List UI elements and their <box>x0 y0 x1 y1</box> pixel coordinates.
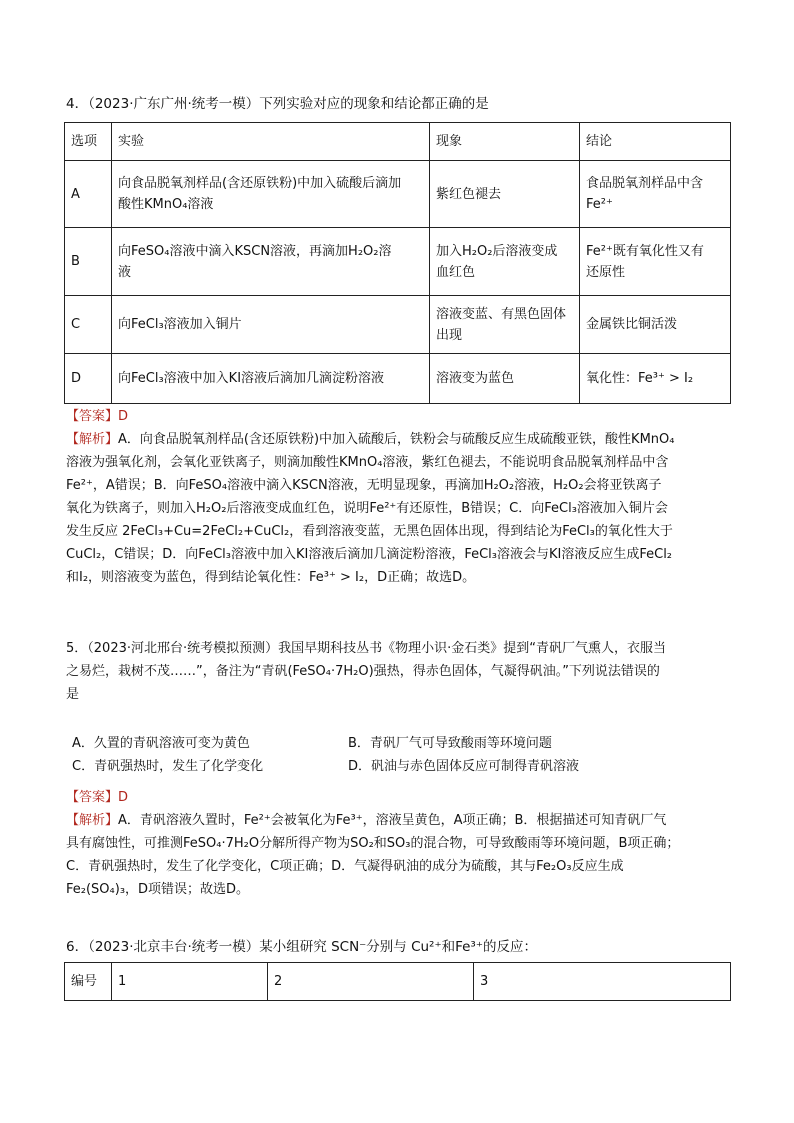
conclusion-line: 还原性 <box>586 264 626 280</box>
analysis-line: C．青矾强热时，发生了化学变化，C项正确；D．气凝得矾油的成分为硫酸，其与Fe₂O₃反应生成 <box>66 859 624 874</box>
analysis-label: 【解析】 <box>66 432 119 447</box>
phenomenon-cell <box>430 296 580 354</box>
answer-label: 【答案】D <box>66 409 129 424</box>
question-4-title: 4．（2023·广东广州·统考一模）下列实验对应的现象和结论都正确的是 <box>66 96 489 112</box>
table-row <box>65 228 731 296</box>
question-5-title-line: 是 <box>66 687 80 702</box>
analysis-line: 和I₂，则溶液变为蓝色，得到结论氧化性：Fe³⁺ > I₂，D正确；故选D。 <box>66 570 476 585</box>
experiment-line: 向FeSO₄溶液中滴入KSCN溶液，再滴加H₂O₂溶 <box>118 243 392 259</box>
phenomenon-line: 血红色 <box>436 264 476 280</box>
experiment-line: 液 <box>118 264 132 280</box>
header-option: 选项 <box>65 123 112 161</box>
header-experiment: 实验 <box>112 123 430 161</box>
experiment-cell <box>112 161 430 228</box>
question-5-title <box>66 637 730 706</box>
table-header-row <box>65 963 731 1001</box>
question-4-table <box>64 122 731 404</box>
header-number: 编号 <box>65 963 112 1001</box>
option-b: B．青矾厂气可导致酸雨等环境问题 <box>348 736 552 751</box>
table-row <box>65 161 731 228</box>
question-5-title-line: 5．（2023·河北邢台·统考模拟预测）我国早期科技丛书《物理小识·金石类》提到“青矾厂气熏人，衣服当 <box>66 641 666 656</box>
analysis-line: 溶液为强氧化剂，会氧化亚铁离子，则滴加酸性KMnO₄溶液，紫红色褪去，不能说明食品脱氧剂样品中含 <box>66 455 669 470</box>
table-header-row <box>65 123 731 161</box>
conclusion-line: 食品脱氧剂样品中含 <box>586 176 704 191</box>
experiment-cell <box>112 296 430 354</box>
phenomenon-cell <box>430 161 580 228</box>
header-col-1: 1 <box>112 963 268 1001</box>
phenomenon-line: 溶液变为蓝色 <box>436 371 515 386</box>
question-5-solution <box>66 786 730 901</box>
analysis-line: 氧化为铁离子，则加入H₂O₂后溶液变成血红色，说明Fe²⁺有还原性，B错误；C．向FeCl₃溶液加入铜片会 <box>66 501 668 516</box>
option-cell: B <box>65 228 112 296</box>
conclusion-line: Fe²⁺既有氧化性又有 <box>586 243 704 259</box>
experiment-cell <box>112 228 430 296</box>
question-5-title-line: 之易烂，栽树不茂……”，备注为“青矾(FeSO₄·7H₂O)强热，得赤色固体，气凝得矾油。”下列说法错误的 <box>66 664 660 679</box>
analysis-line: Fe²⁺，A错误；B．向FeSO₄溶液中滴入KSCN溶液，无明显现象，再滴加H₂O₂溶液，H₂O₂会将亚铁离子 <box>66 478 662 493</box>
experiment-line: 向FeCl₃溶液中加入KI溶液后滴加几滴淀粉溶液 <box>118 371 385 386</box>
question-4-solution <box>66 405 730 589</box>
analysis-line: 具有腐蚀性，可推测FeSO₄·7H₂O分解所得产物为SO₂和SO₃的混合物，可导致酸雨等环境问题，B项正确； <box>66 836 680 851</box>
option-cell: A <box>65 161 112 228</box>
experiment-line: 向FeCl₃溶液加入铜片 <box>118 317 242 332</box>
conclusion-cell <box>580 354 731 404</box>
option-d: D．矾油与赤色固体反应可制得青矾溶液 <box>348 759 580 774</box>
header-col-3: 3 <box>474 963 731 1001</box>
experiment-cell <box>112 354 430 404</box>
phenomenon-cell <box>430 228 580 296</box>
analysis-line: Fe₂(SO₄)₃，D项错误；故选D。 <box>66 882 250 897</box>
analysis-label: 【解析】 <box>66 813 119 828</box>
header-phenomenon: 现象 <box>430 123 580 161</box>
option-a: A．久置的青矾溶液可变为黄色 <box>72 736 250 751</box>
conclusion-cell <box>580 296 731 354</box>
conclusion-line: 氧化性：Fe³⁺ > I₂ <box>586 371 694 386</box>
answer-label: 【答案】D <box>66 790 129 805</box>
header-conclusion: 结论 <box>580 123 731 161</box>
option-cell: D <box>65 354 112 404</box>
header-col-2: 2 <box>268 963 474 1001</box>
table-row <box>65 296 731 354</box>
phenomenon-line: 加入H₂O₂后溶液变成 <box>436 243 558 259</box>
conclusion-cell <box>580 161 731 228</box>
conclusion-line: 金属铁比铜活泼 <box>586 317 678 332</box>
phenomenon-line: 紫红色褪去 <box>436 186 502 202</box>
experiment-line: 向食品脱氧剂样品(含还原铁粉)中加入硫酸后滴加 <box>118 176 402 191</box>
analysis-line: 发生反应 2FeCl₃+Cu=2FeCl₂+CuCl₂，看到溶液变蓝，无黑色固体出现，得到结论为FeCl₃的氧化性大于 <box>66 524 673 539</box>
analysis-line: A．青矾溶液久置时，Fe²⁺会被氧化为Fe³⁺，溶液呈黄色，A项正确；B．根据描述可知青矾厂气 <box>118 813 667 828</box>
experiment-line: 酸性KMnO₄溶液 <box>118 197 214 212</box>
option-c: C．青矾强热时，发生了化学变化 <box>72 759 264 774</box>
phenomenon-line: 溶液变蓝、有黑色固体 <box>436 306 567 322</box>
analysis-line: CuCl₂，C错误；D．向FeCl₃溶液中加入KI溶液后滴加几滴淀粉溶液，FeCl₃溶液会与KI溶液反应生成FeCl₂ <box>66 547 673 562</box>
table-row <box>65 354 731 404</box>
option-cell: C <box>65 296 112 354</box>
analysis-line: A．向食品脱氧剂样品(含还原铁粉)中加入硫酸后，铁粉会与硫酸反应生成硫酸亚铁，酸性KMnO₄ <box>118 432 675 447</box>
conclusion-line: Fe²⁺ <box>586 197 613 212</box>
question-5-options <box>72 732 732 778</box>
question-6-title: 6．（2023·北京丰台·统考一模）某小组研究 SCN⁻分别与 Cu²⁺和Fe³⁺的反应： <box>66 939 537 955</box>
phenomenon-line: 出现 <box>436 327 463 343</box>
phenomenon-cell <box>430 354 580 404</box>
question-6-table <box>64 962 731 1001</box>
conclusion-cell <box>580 228 731 296</box>
